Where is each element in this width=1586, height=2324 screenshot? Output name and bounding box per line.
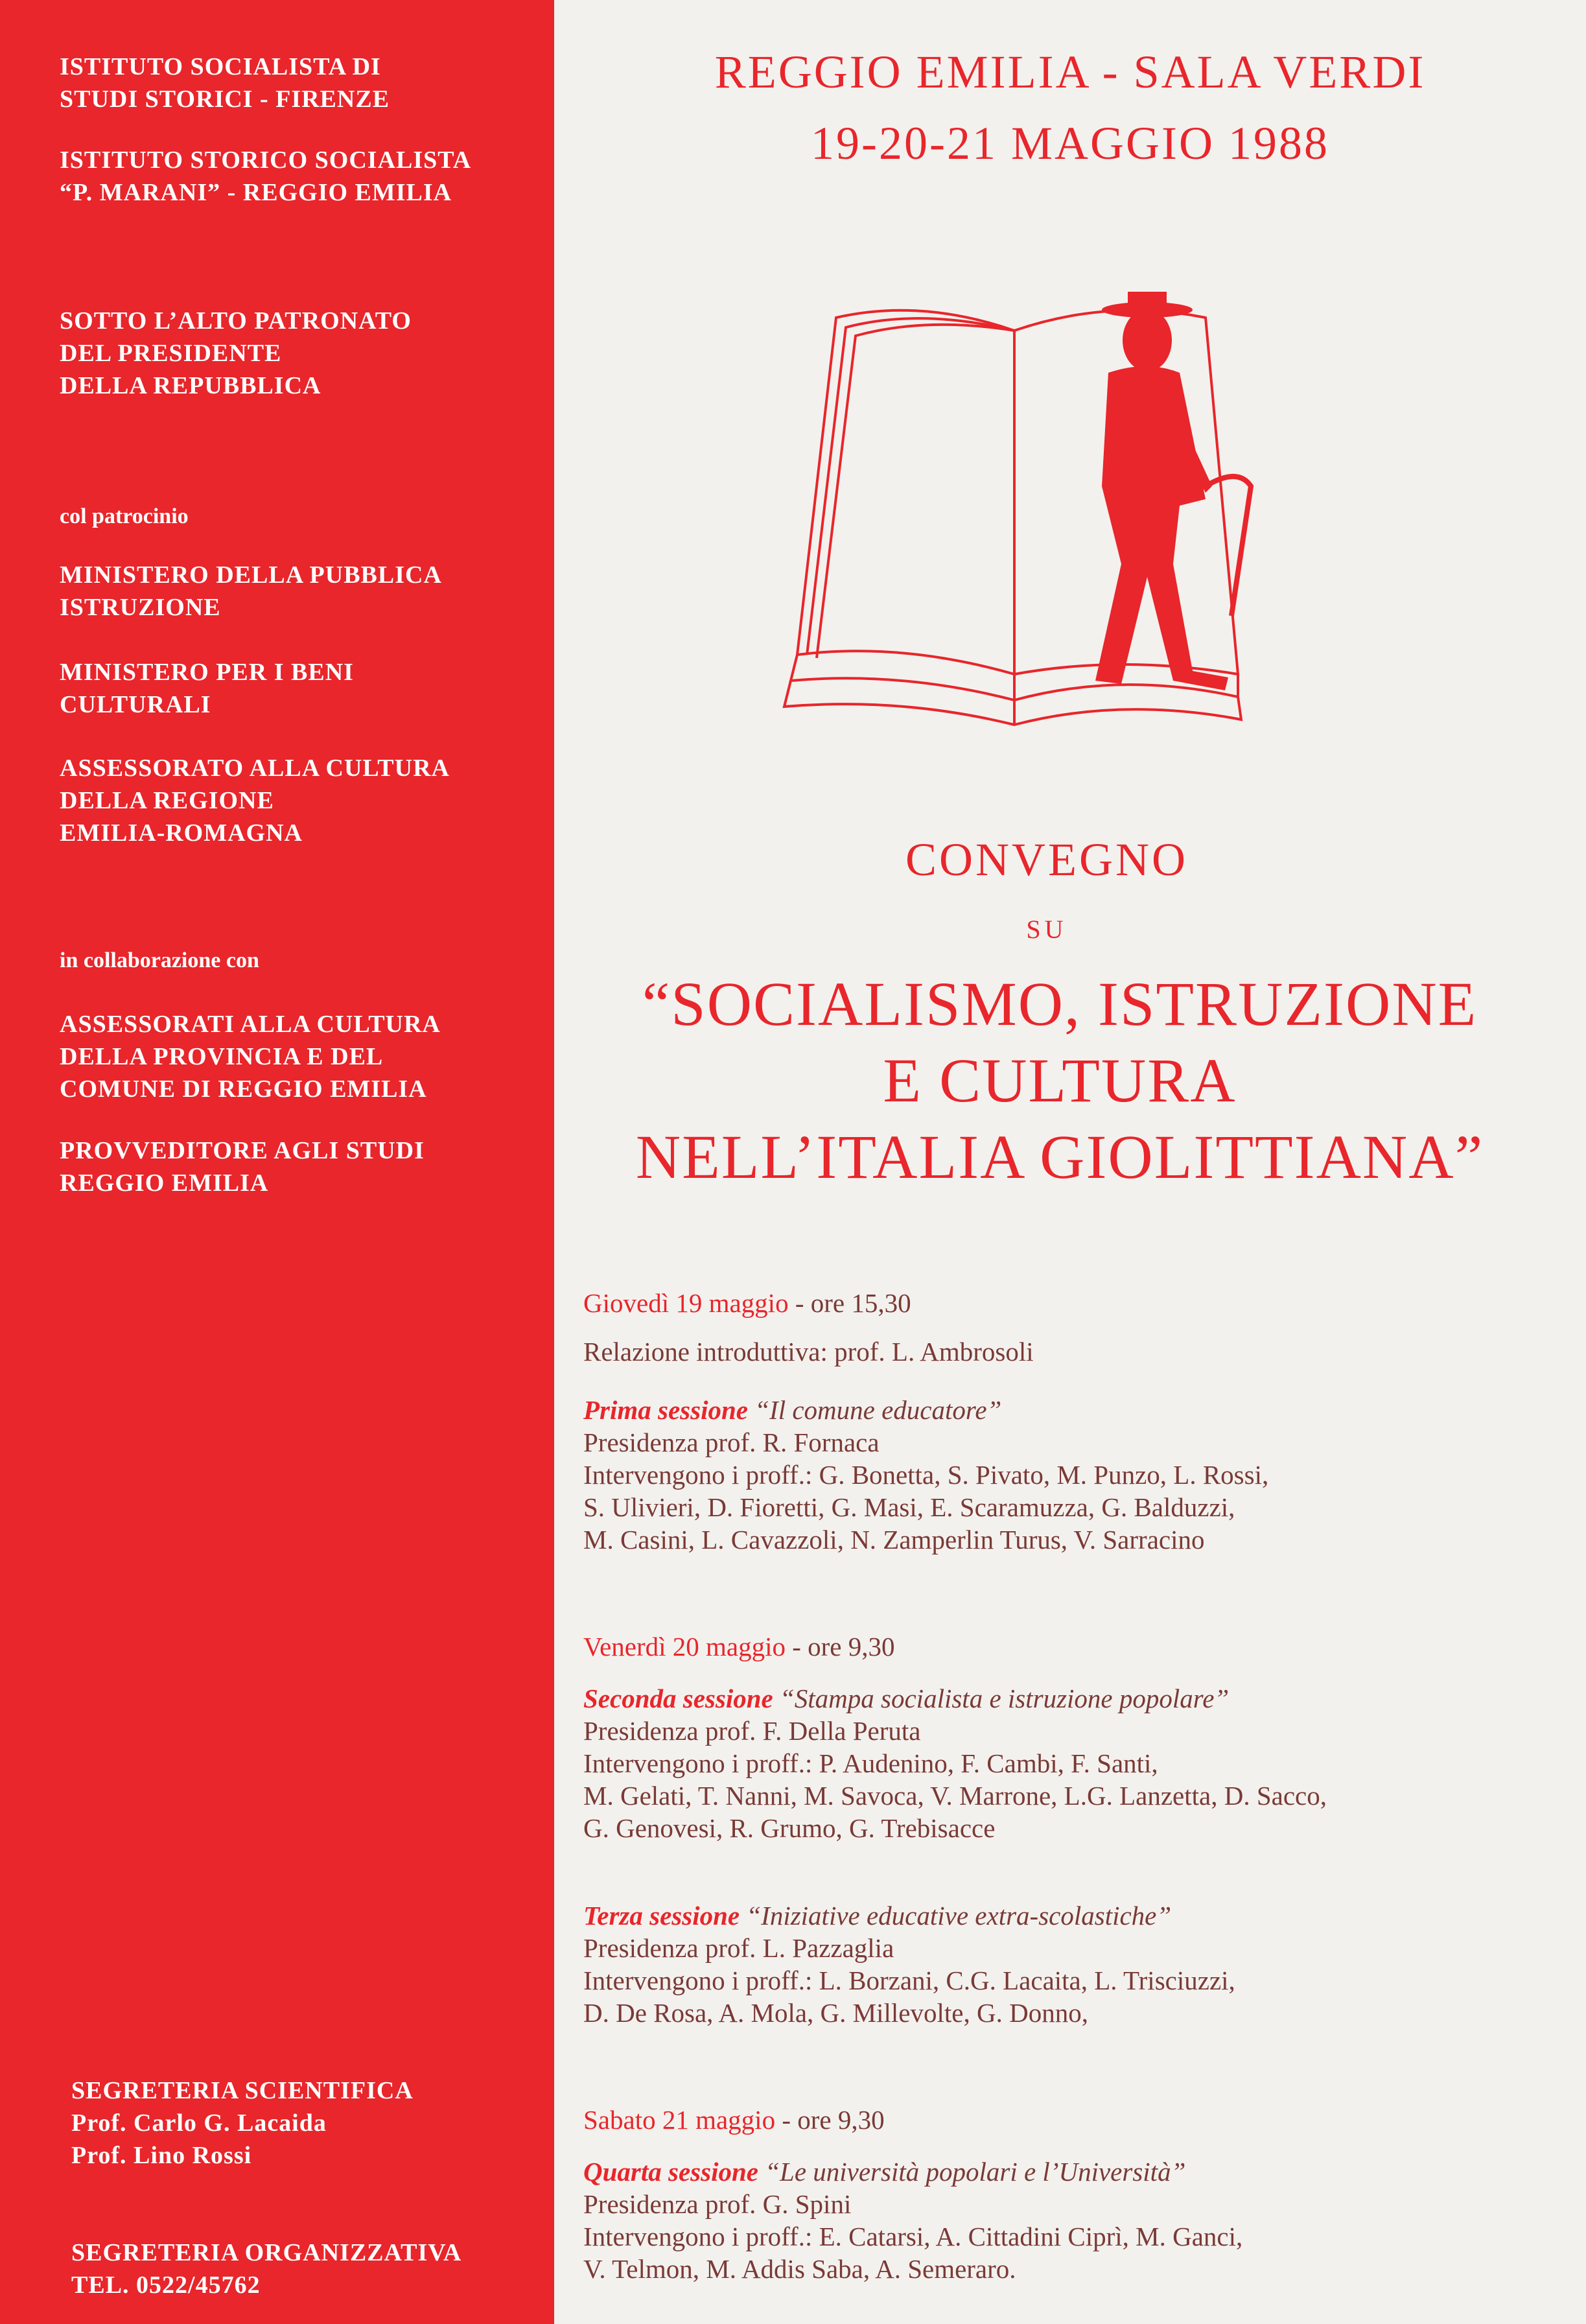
day-1-header: Giovedì 19 maggio - ore 15,30	[583, 1288, 911, 1318]
su-label: SU	[1026, 915, 1067, 944]
day-3-header: Sabato 21 maggio - ore 9,30	[583, 2105, 885, 2135]
session-3: Terza sessione “Iniziative educative extra-scolastiche” Presidenza prof. L. Pazzaglia Intervengono i proff.: L. Borzani, C.G. Lacaita, L. Trisciuzzi, D. De Rosa, A. Mola, G. Millevolte, G. Donno,	[583, 1901, 1235, 2028]
assessorato-regione: ASSESSORATO ALLA CULTURA DELLA REGIONE EMILIA-ROMAGNA	[60, 755, 450, 847]
conference-title: “SOCIALISMO, ISTRUZIONE E CULTURA NELL’ITALIA GIOLITTIANA”	[635, 969, 1484, 1191]
organizer-1: ISTITUTO SOCIALISTA DI STUDI STORICI - FIRENZE	[60, 53, 390, 113]
col-patrocinio-label: col patrocinio	[60, 504, 189, 528]
in-collaborazione-label: in collaborazione con	[60, 948, 259, 972]
patronage: SOTTO L’ALTO PATRONATO DEL PRESIDENTE DELLA REPUBBLICA	[60, 307, 412, 399]
ministero-istruzione: MINISTERO DELLA PUBBLICA ISTRUZIONE	[60, 561, 442, 621]
provveditore: PROVVEDITORE AGLI STUDI REGGIO EMILIA	[60, 1137, 425, 1197]
session-4: Quarta sessione “Le università popolari e l’Università” Presidenza prof. G. Spini Intervengono i proff.: E. Catarsi, A. Cittadini Ciprì, M. Ganci, V. Telmon, M. Addis Saba, A. Semeraro.	[583, 2157, 1243, 2284]
sidebar-red-band	[0, 0, 554, 2324]
session-2: Seconda sessione “Stampa socialista e istruzione popolare” Presidenza prof. F. Della Peruta Intervengono i proff.: P. Audenino, F. Cambi, F. Santi, M. Gelati, T. Nanni, M. Savoca, V. Marrone, L.G. Lanzetta, D. Sacco, G. Genovesi, R. Grumo, G. Trebisacce	[583, 1684, 1327, 1843]
main-panel	[554, 0, 1586, 2324]
intro-report: Relazione introduttiva: prof. L. Ambrosoli	[583, 1337, 1034, 1367]
convegno-label: CONVEGNO	[905, 834, 1188, 886]
segreteria-organizzativa: SEGRETERIA ORGANIZZATIVA TEL. 0522/45762	[71, 2239, 462, 2299]
book-and-figure-illustration	[758, 292, 1270, 733]
ministero-beni-culturali: MINISTERO PER I BENI CULTURALI	[60, 659, 354, 718]
organizer-2: ISTITUTO STORICO SOCIALISTA “P. MARANI” - REGGIO EMILIA	[60, 147, 472, 206]
cane-icon	[1206, 476, 1251, 616]
assessorati-provincia-comune: ASSESSORATI ALLA CULTURA DELLA PROVINCIA E DEL COMUNE DI REGGIO EMILIA	[60, 1011, 441, 1103]
session-1: Prima sessione “Il comune educatore” Presidenza prof. R. Fornaca Intervengono i proff.: G. Bonetta, S. Pivato, M. Punzo, L. Rossi, S. Ulivieri, D. Fioretti, G. Masi, E. Scaramuzza, G. Balduzzi, M. Casini, L. Cavazzoli, N. Zamperlin Turus, V. Sarracino	[583, 1395, 1269, 1555]
day-2-header: Venerdì 20 maggio - ore 9,30	[583, 1632, 895, 1661]
segreteria-scientifica: SEGRETERIA SCIENTIFICA Prof. Carlo G. Lacaida Prof. Lino Rossi	[71, 2077, 414, 2169]
dates-line: 19-20-21 MAGGIO 1988	[811, 117, 1329, 169]
venue-line: REGGIO EMILIA - SALA VERDI	[714, 46, 1426, 98]
